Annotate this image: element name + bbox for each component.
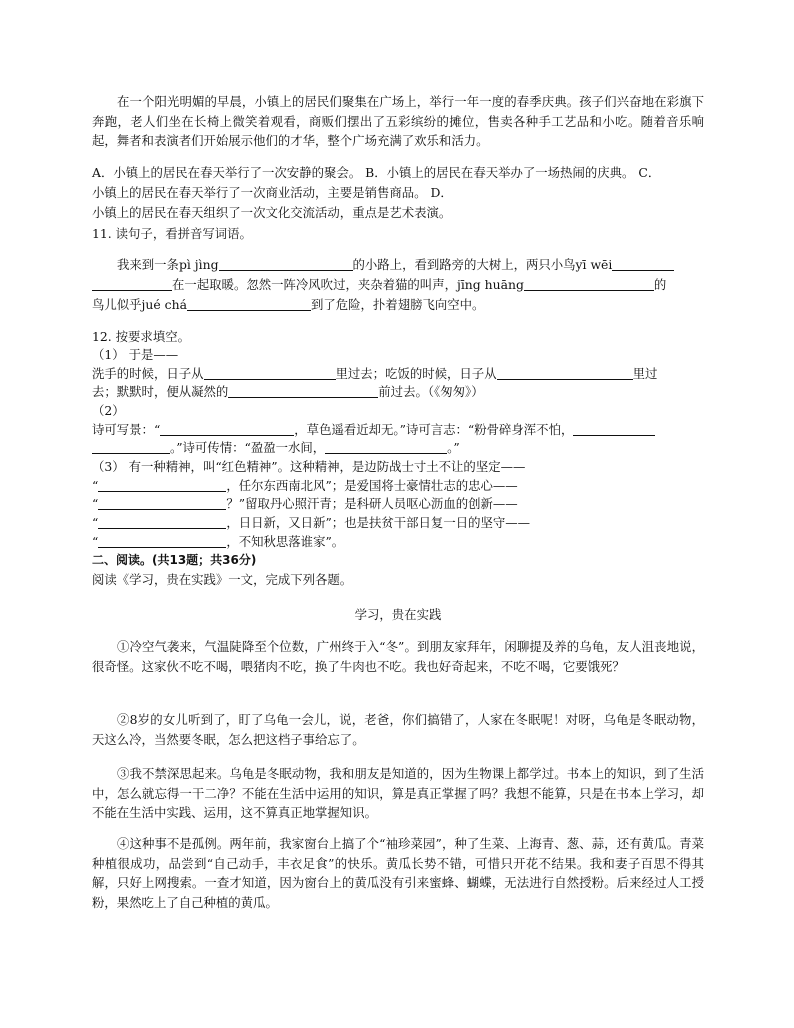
option-line-3: 小镇上的居民在春天组织了一次文化交流活动，重点是艺术表演。 (92, 205, 452, 220)
q11-text: 的小路上，看到路旁的大树上，两只小鸟yī wēi (352, 257, 613, 272)
q12-text: 里过去；吃饭的时候，日子从 (335, 366, 497, 381)
q11-line-1 (117, 255, 729, 275)
answer-blank[interactable] (612, 257, 674, 271)
q11-text: 我来到一条pì jìng (117, 257, 219, 272)
q12-text: “ (92, 515, 99, 530)
answer-blank[interactable] (219, 257, 353, 271)
answer-blank[interactable] (228, 384, 378, 398)
q12-text: 去；默默时，便从凝然的 (92, 384, 229, 399)
article-paragraph-4: ④这种事不是孤例。两年前，我家窗台上搞了个“袖珍菜园”，种了生菜、上海青、葱、蒜，还有黄瓜。青菜种植很成功，品尝到“自己动手，丰衣足食”的快乐。黄瓜长势不错，可惜只开花不结果。我和妻子百思不得其解，只好上网搜索。一查才知道，因为窗台上的黄瓜没有引来蜜蜂、蝴蝶，无法进行自然授粉。后来经过人工授粉，果然吃上了自己种植的黄瓜。 (92, 836, 704, 910)
answer-blank[interactable] (204, 366, 336, 380)
q12-text: ，不知秋思落谁家”。 (226, 534, 345, 549)
option-line-1: A．小镇上的居民在春天举行了一次安静的聚会。 B．小镇上的居民在春天举办了一场热闹的庆典。 C． (92, 165, 661, 180)
answer-blank[interactable] (98, 478, 226, 492)
q12-text: ，日日新，又日新”；也是扶贫干部日复一日的坚守—— (226, 515, 531, 530)
answer-blank[interactable] (98, 515, 226, 529)
q12-text: 。” (447, 440, 460, 455)
option-line-2: 小镇上的居民在春天举行了一次商业活动，主要是销售商品。 D． (92, 185, 453, 200)
answer-blank[interactable] (92, 440, 170, 454)
q12-text: 前过去。（《匆匆》） (378, 384, 484, 399)
q12-sub3-line-2 (92, 494, 704, 514)
answer-blank[interactable] (160, 422, 294, 436)
q12-text: “ (92, 534, 99, 549)
q12-text: ，任尔东西南北风”；是爱国将士豪情壮志的忠心—— (226, 478, 518, 493)
q12-text: ，草色遥看近却无。”诗可言志：“粉骨碎身浑不怕， (294, 422, 574, 437)
q12-text: “ (92, 478, 99, 493)
article-paragraph-1: ①冷空气袭来，气温陡降至个位数，广州终于入“冬”。到朋友家拜年，闲聊提及养的乌龟，友人沮丧地说，很奇怪。这家伙不吃不喝，喂猪肉不吃，换了牛肉也不吃。我也好奇起来，不吃不喝，它要饿死？ (92, 639, 704, 674)
q12-sub2-line-2 (92, 438, 704, 458)
q11-line-2 (92, 275, 704, 295)
article-title: 学习，贵在实践 (354, 607, 442, 622)
answer-blank[interactable] (573, 422, 655, 436)
section-header: 二、阅读。(共13题；共36分) (92, 553, 257, 567)
answer-blank[interactable] (524, 277, 654, 291)
q12-sub1-head: （1） 于是—— (92, 347, 179, 362)
q12-text: 诗可写景：“ (92, 422, 161, 437)
q12-text: “ (92, 496, 99, 511)
article-paragraph-3: ③我不禁深思起来。乌龟是冬眠动物，我和朋友是知道的，因为生物课上都学过。书本上的知识，到了生活中，怎么就忘得一干二净？不能在生活中运用的知识，算是真正掌握了吗？我想不能算，只是在书本上学习，却不能在生活中实践、运用，这不算真正地掌握知识。 (92, 766, 704, 820)
q12-sub3-line-3 (92, 513, 704, 533)
reading-instruction: 阅读《学习，贵在实践》一文，完成下列各题。 (92, 572, 353, 587)
answer-blank[interactable] (98, 534, 226, 548)
article-paragraph-2: ②8岁的女儿听到了，盯了乌龟一会儿，说，老爸，你们搞错了，人家在冬眠呢！对呀，乌龟是冬眠动物，天这么冷，当然要冬眠，怎么把这档子事给忘了。 (92, 712, 704, 747)
q11-text: 的 (653, 277, 667, 292)
q12-title: 12. 按要求填空。 (92, 329, 190, 344)
q12-sub2-line-1 (92, 420, 704, 440)
answer-blank[interactable] (325, 440, 447, 454)
q12-sub2-head: （2） (92, 403, 125, 418)
passage-intro: 在一个阳光明媚的早晨，小镇上的居民们聚集在广场上，举行一年一度的春季庆典。孩子们兴奋地在彩旗下奔跑，老人们坐在长椅上微笑着观看，商贩们摆出了五彩缤纷的摊位，售卖各种手工艺品和小吃。随着音乐响起，舞者和表演者们开始展示他们的才华，整个广场充满了欢乐和活力。 (92, 94, 704, 148)
q12-text: 里过 (632, 366, 658, 381)
q12-sub3-line-4 (92, 532, 704, 552)
q12-text: ？”留取丹心照汗青；是科研人员呕心沥血的创新—— (226, 496, 518, 511)
q12-sub3-line-1 (92, 476, 704, 496)
answer-blank[interactable] (497, 366, 633, 380)
q12-sub1-line-1 (92, 364, 704, 384)
q12-sub1-line-2 (92, 382, 704, 402)
q11-text: 在一起取暖。忽然一阵冷风吹过，夹杂着猫的叫声，jīng huāng (172, 277, 524, 292)
q12-text: 洗手的时候，日子从 (92, 366, 204, 381)
q12-text: 。”诗可传情：“盈盈一水间， (170, 440, 326, 455)
q12-sub3-head: （3） 有一种精神，叫“红色精神”。这种精神，是边防战士寸土不让的坚定—— (92, 459, 526, 474)
q11-title: 11. 读句子，看拼音写词语。 (92, 226, 252, 241)
answer-blank[interactable] (98, 496, 226, 510)
answer-blank[interactable] (187, 297, 311, 311)
q11-text: 到了危险，扑着翅膀飞向空中。 (310, 297, 485, 312)
answer-blank[interactable] (92, 277, 172, 291)
q11-line-3 (92, 295, 704, 315)
q11-text: 鸟儿似乎jué chá (92, 297, 187, 312)
